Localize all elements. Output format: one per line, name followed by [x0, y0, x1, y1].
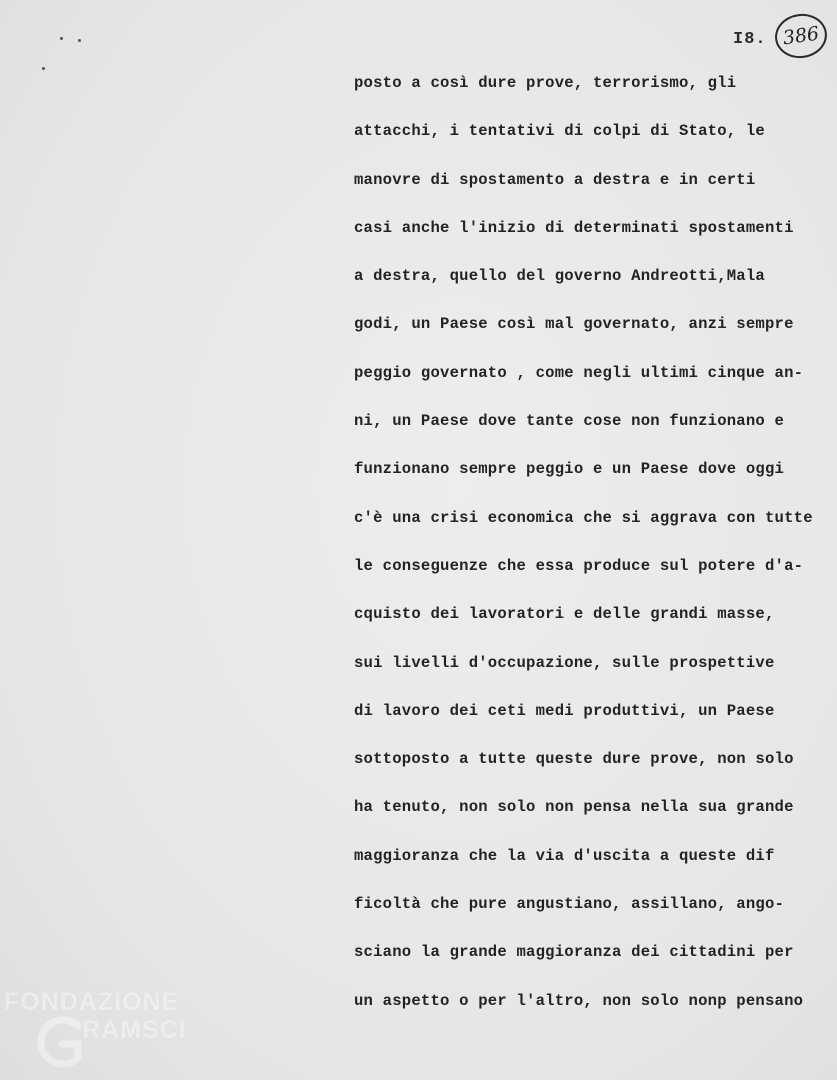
- text-line: sottoposto a tutte queste dure prove, non solo: [354, 750, 794, 769]
- text-line: godi, un Paese così mal governato, anzi sempre: [354, 315, 794, 334]
- speck: [78, 39, 81, 42]
- text-line: sui livelli d'occupazione, sulle prospettive: [354, 653, 775, 672]
- text-line: peggio governato , come negli ultimi cinque an-: [354, 363, 804, 382]
- watermark-line-2: RAMSCI: [82, 1016, 187, 1044]
- text-line: funzionano sempre peggio e un Paese dove oggi: [354, 460, 785, 479]
- speck: [60, 37, 63, 40]
- text-line: ficoltà che pure angustiano, assillano, ango-: [354, 895, 785, 914]
- text-line: di lavoro dei ceti medi produttivi, un Paese: [354, 701, 775, 720]
- text-line: un aspetto o per l'altro, non solo nonp pensano: [354, 991, 804, 1010]
- paper-specks: [40, 35, 90, 75]
- text-line: cquisto dei lavoratori e delle grandi masse,: [354, 605, 775, 624]
- text-line: c'è una crisi economica che si aggrava con tutte: [354, 508, 813, 527]
- page-number: I8.: [733, 30, 767, 49]
- text-line: manovre di spostamento a destra e in certi: [354, 170, 756, 189]
- text-line: ni, un Paese dove tante cose non funzionano e: [354, 412, 785, 431]
- text-line: casi anche l'inizio di determinati spostamenti: [354, 218, 794, 237]
- text-line: a destra, quello del governo Andreotti,Mala: [354, 267, 765, 286]
- text-line: attacchi, i tentativi di colpi di Stato, le: [354, 122, 765, 141]
- text-line: ha tenuto, non solo non pensa nella sua grande: [354, 798, 794, 817]
- text-line: le conseguenze che essa produce sul potere d'a-: [354, 556, 804, 575]
- fondazione-gramsci-watermark: [4, 988, 219, 1074]
- text-line: posto a così dure prove, terrorismo, gli: [354, 74, 737, 92]
- typed-text-body: [354, 70, 813, 1036]
- speck: [42, 67, 45, 70]
- text-line: maggioranza che la via d'uscita a queste dif: [354, 846, 775, 865]
- gramsci-logo-icon: [34, 1012, 84, 1072]
- watermark-line-1: FONDAZIONE: [4, 988, 180, 1016]
- text-line: sciano la grande maggioranza dei cittadini per: [354, 943, 794, 962]
- archive-number-circled: 386: [772, 11, 830, 62]
